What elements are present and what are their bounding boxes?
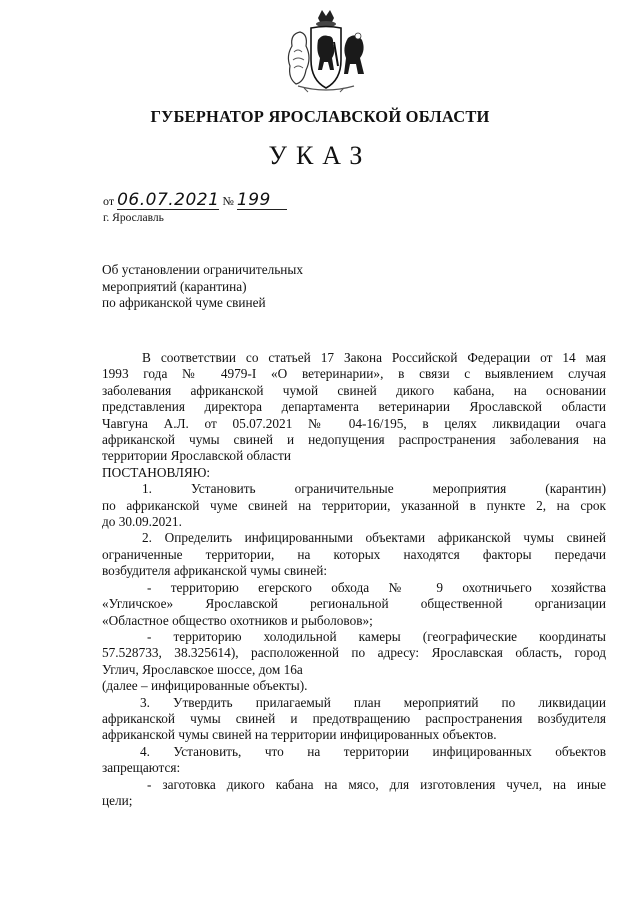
body-line: цели; (102, 792, 133, 808)
decree-number: 199 (236, 190, 271, 210)
body-line-resolve: ПОСТАНОВЛЯЮ: (102, 464, 211, 480)
body-line: до 30.09.2021. (102, 514, 182, 530)
body-line: 57.528733, 38.325614), расположенной по адресу: Ярославская область, город (102, 645, 606, 661)
decree-type-title: УКАЗ (268, 141, 372, 170)
body-line: 1993 года № 4979-I «О ветеринарии», в связи с выявлением случая (102, 366, 606, 382)
body-line: заболевания африканской чумой свиней дикого кабана, на основании (102, 382, 606, 398)
body-line: Чавгуна А.Л. от 05.07.2021 № 04-16/195, в целях ликвидации очага (102, 415, 606, 431)
body-line: - территорию холодильной камеры (географические координаты (147, 628, 606, 644)
body-line: 2. Определить инфицированными объектами африканской чумы свиней (142, 530, 606, 546)
body-line: Углич, Ярославское шоссе, дом 16а (102, 661, 303, 677)
subject-line: Об установлении ограничительных (102, 262, 303, 277)
body-line: территории Ярославской области (102, 448, 291, 464)
body-line: - территорию егерского обхода № 9 охотничьего хозяйства (147, 579, 606, 595)
body-line: «Областное общество охотников и рыболовов»; (102, 612, 373, 628)
city-line: г. Ярославль (103, 212, 164, 224)
body-line: по африканской чуме свиней на территории, указанной в пункте 2, на срок (102, 497, 606, 513)
governor-title: ГУБЕРНАТОР ЯРОСЛАВСКОЙ ОБЛАСТИ (150, 107, 490, 126)
body-line: африканской чумы свиней на территории инфицированных объектов. (102, 727, 497, 743)
body-line: В соответствии со статьей 17 Закона Российской Федерации от 14 мая (142, 350, 606, 365)
decree-body (102, 350, 606, 809)
body-line: 4. Установить, что на территории инфицированных объектов (140, 743, 606, 759)
body-line: африканской чумы свиней и недопущения распространения заболевания на (102, 432, 606, 448)
decree-date-number-line (103, 192, 287, 210)
body-line: африканской чумы свиней и предотвращению распространения возбудителя (102, 710, 606, 726)
body-line: 1. Установить ограничительные мероприятия (карантин) (142, 481, 606, 497)
number-prefix: № (222, 194, 234, 208)
body-line: возбудителя африканской чумы свиней: (102, 563, 328, 579)
subject-line: мероприятий (карантина) (102, 278, 247, 294)
body-line: представления директора департамента ветеринарии Ярославской области (102, 399, 606, 415)
body-line: «Угличское» Ярославской региональной общественной организации (102, 596, 606, 612)
subject-line: по африканской чуме свиней (102, 295, 266, 310)
body-line: 3. Утвердить прилагаемый план мероприятий по ликвидации (140, 694, 606, 710)
body-line: ограниченные территории, на которых находятся факторы передачи (102, 546, 606, 562)
body-line: - заготовка дикого кабана на мясо, для изготовления чучел, на иные (147, 776, 606, 792)
body-line: запрещаются: (102, 760, 181, 776)
decree-subject (102, 262, 402, 312)
coat-of-arms-emblem (278, 8, 374, 94)
decree-date: 06.07.2021 (117, 190, 220, 210)
body-line: (далее – инфицированные объекты). (102, 678, 308, 694)
from-prefix: от (103, 194, 115, 208)
